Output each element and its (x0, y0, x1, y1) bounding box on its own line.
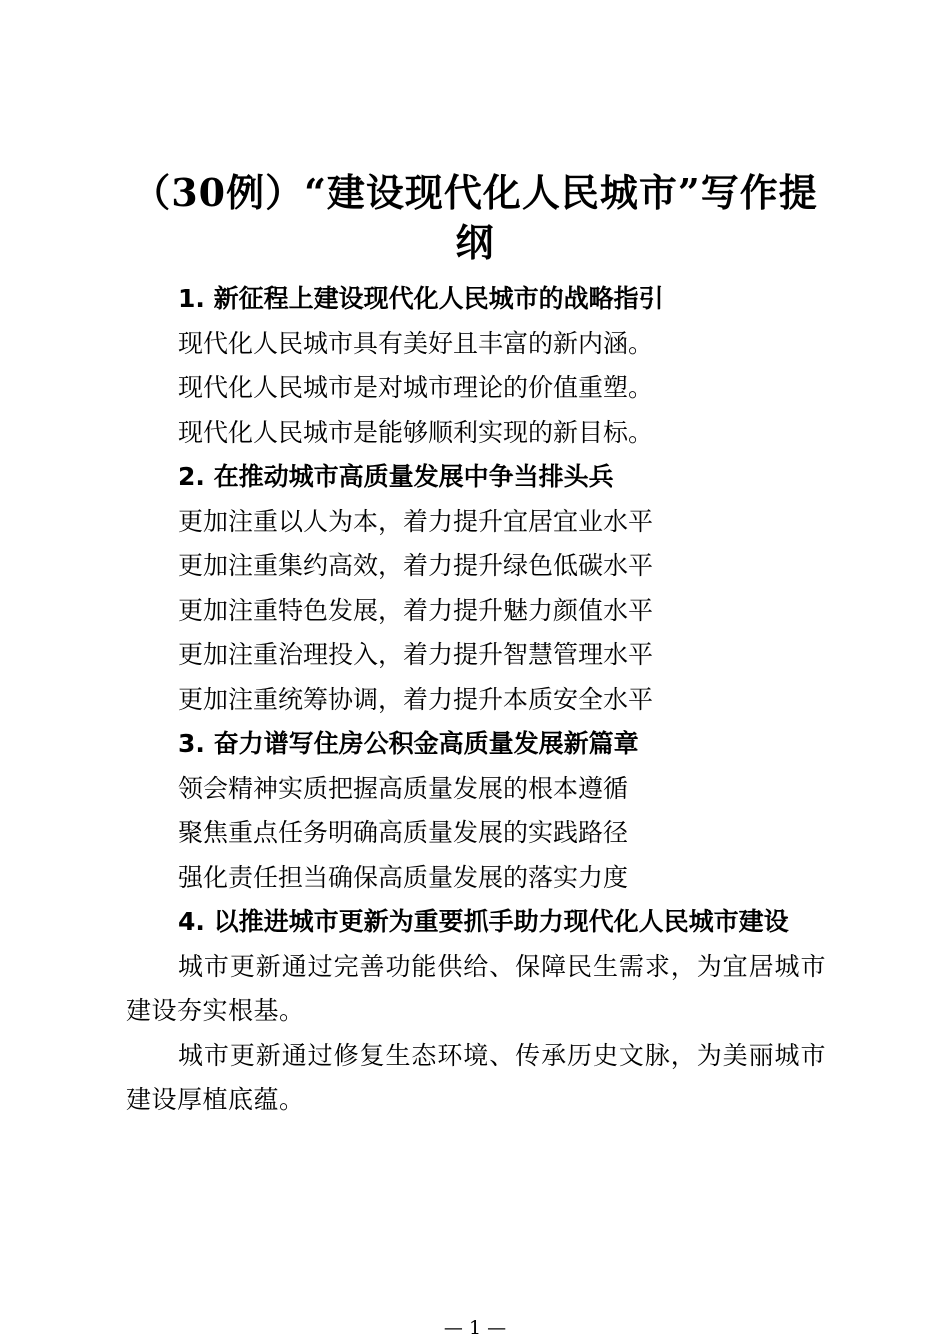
outline-item: 聚焦重点任务明确高质量发展的实践路径 (178, 818, 629, 847)
body-paragraph: 城市更新通过修复生态环境、传承历史文脉，为美丽城市建设厚植底蕴。 (126, 1040, 826, 1114)
document-title: （30例）“建设现代化人民城市”写作提纲 (132, 170, 818, 265)
section-heading-4: 4. 以推进城市更新为重要抓手助力现代化人民城市建设 (178, 907, 789, 936)
section-heading-1: 1. 新征程上建设现代化人民城市的战略指引 (178, 284, 664, 313)
outline-item: 更加注重治理投入，着力提升智慧管理水平 (178, 640, 654, 669)
outline-item: 更加注重以人为本，着力提升宜居宜业水平 (178, 506, 654, 536)
outline-item: 领会精神实质把握高质量发展的根本遵循 (178, 773, 629, 803)
section-heading-2: 2. 在推动城市高质量发展中争当排头兵 (178, 462, 614, 491)
body-paragraph: 城市更新通过完善功能供给、保障民生需求，为宜居城市建设夯实根基。 (126, 951, 826, 1025)
outline-item: 强化责任担当确保高质量发展的落实力度 (178, 862, 629, 892)
outline-item: 现代化人民城市具有美好且丰富的新内涵。 (178, 328, 654, 358)
outline-item: 更加注重统筹协调，着力提升本质安全水平 (178, 684, 654, 714)
outline-item: 更加注重集约高效，着力提升绿色低碳水平 (178, 551, 654, 580)
outline-item: 更加注重特色发展，着力提升魅力颜值水平 (178, 595, 654, 625)
outline-item: 现代化人民城市是能够顺利实现的新目标。 (178, 417, 654, 447)
document-body (126, 277, 826, 1123)
section-heading-3: 3. 奋力谱写住房公积金高质量发展新篇章 (178, 729, 639, 758)
outline-item: 现代化人民城市是对城市理论的价值重塑。 (178, 373, 654, 402)
page-number: — 1 — (443, 1317, 507, 1339)
